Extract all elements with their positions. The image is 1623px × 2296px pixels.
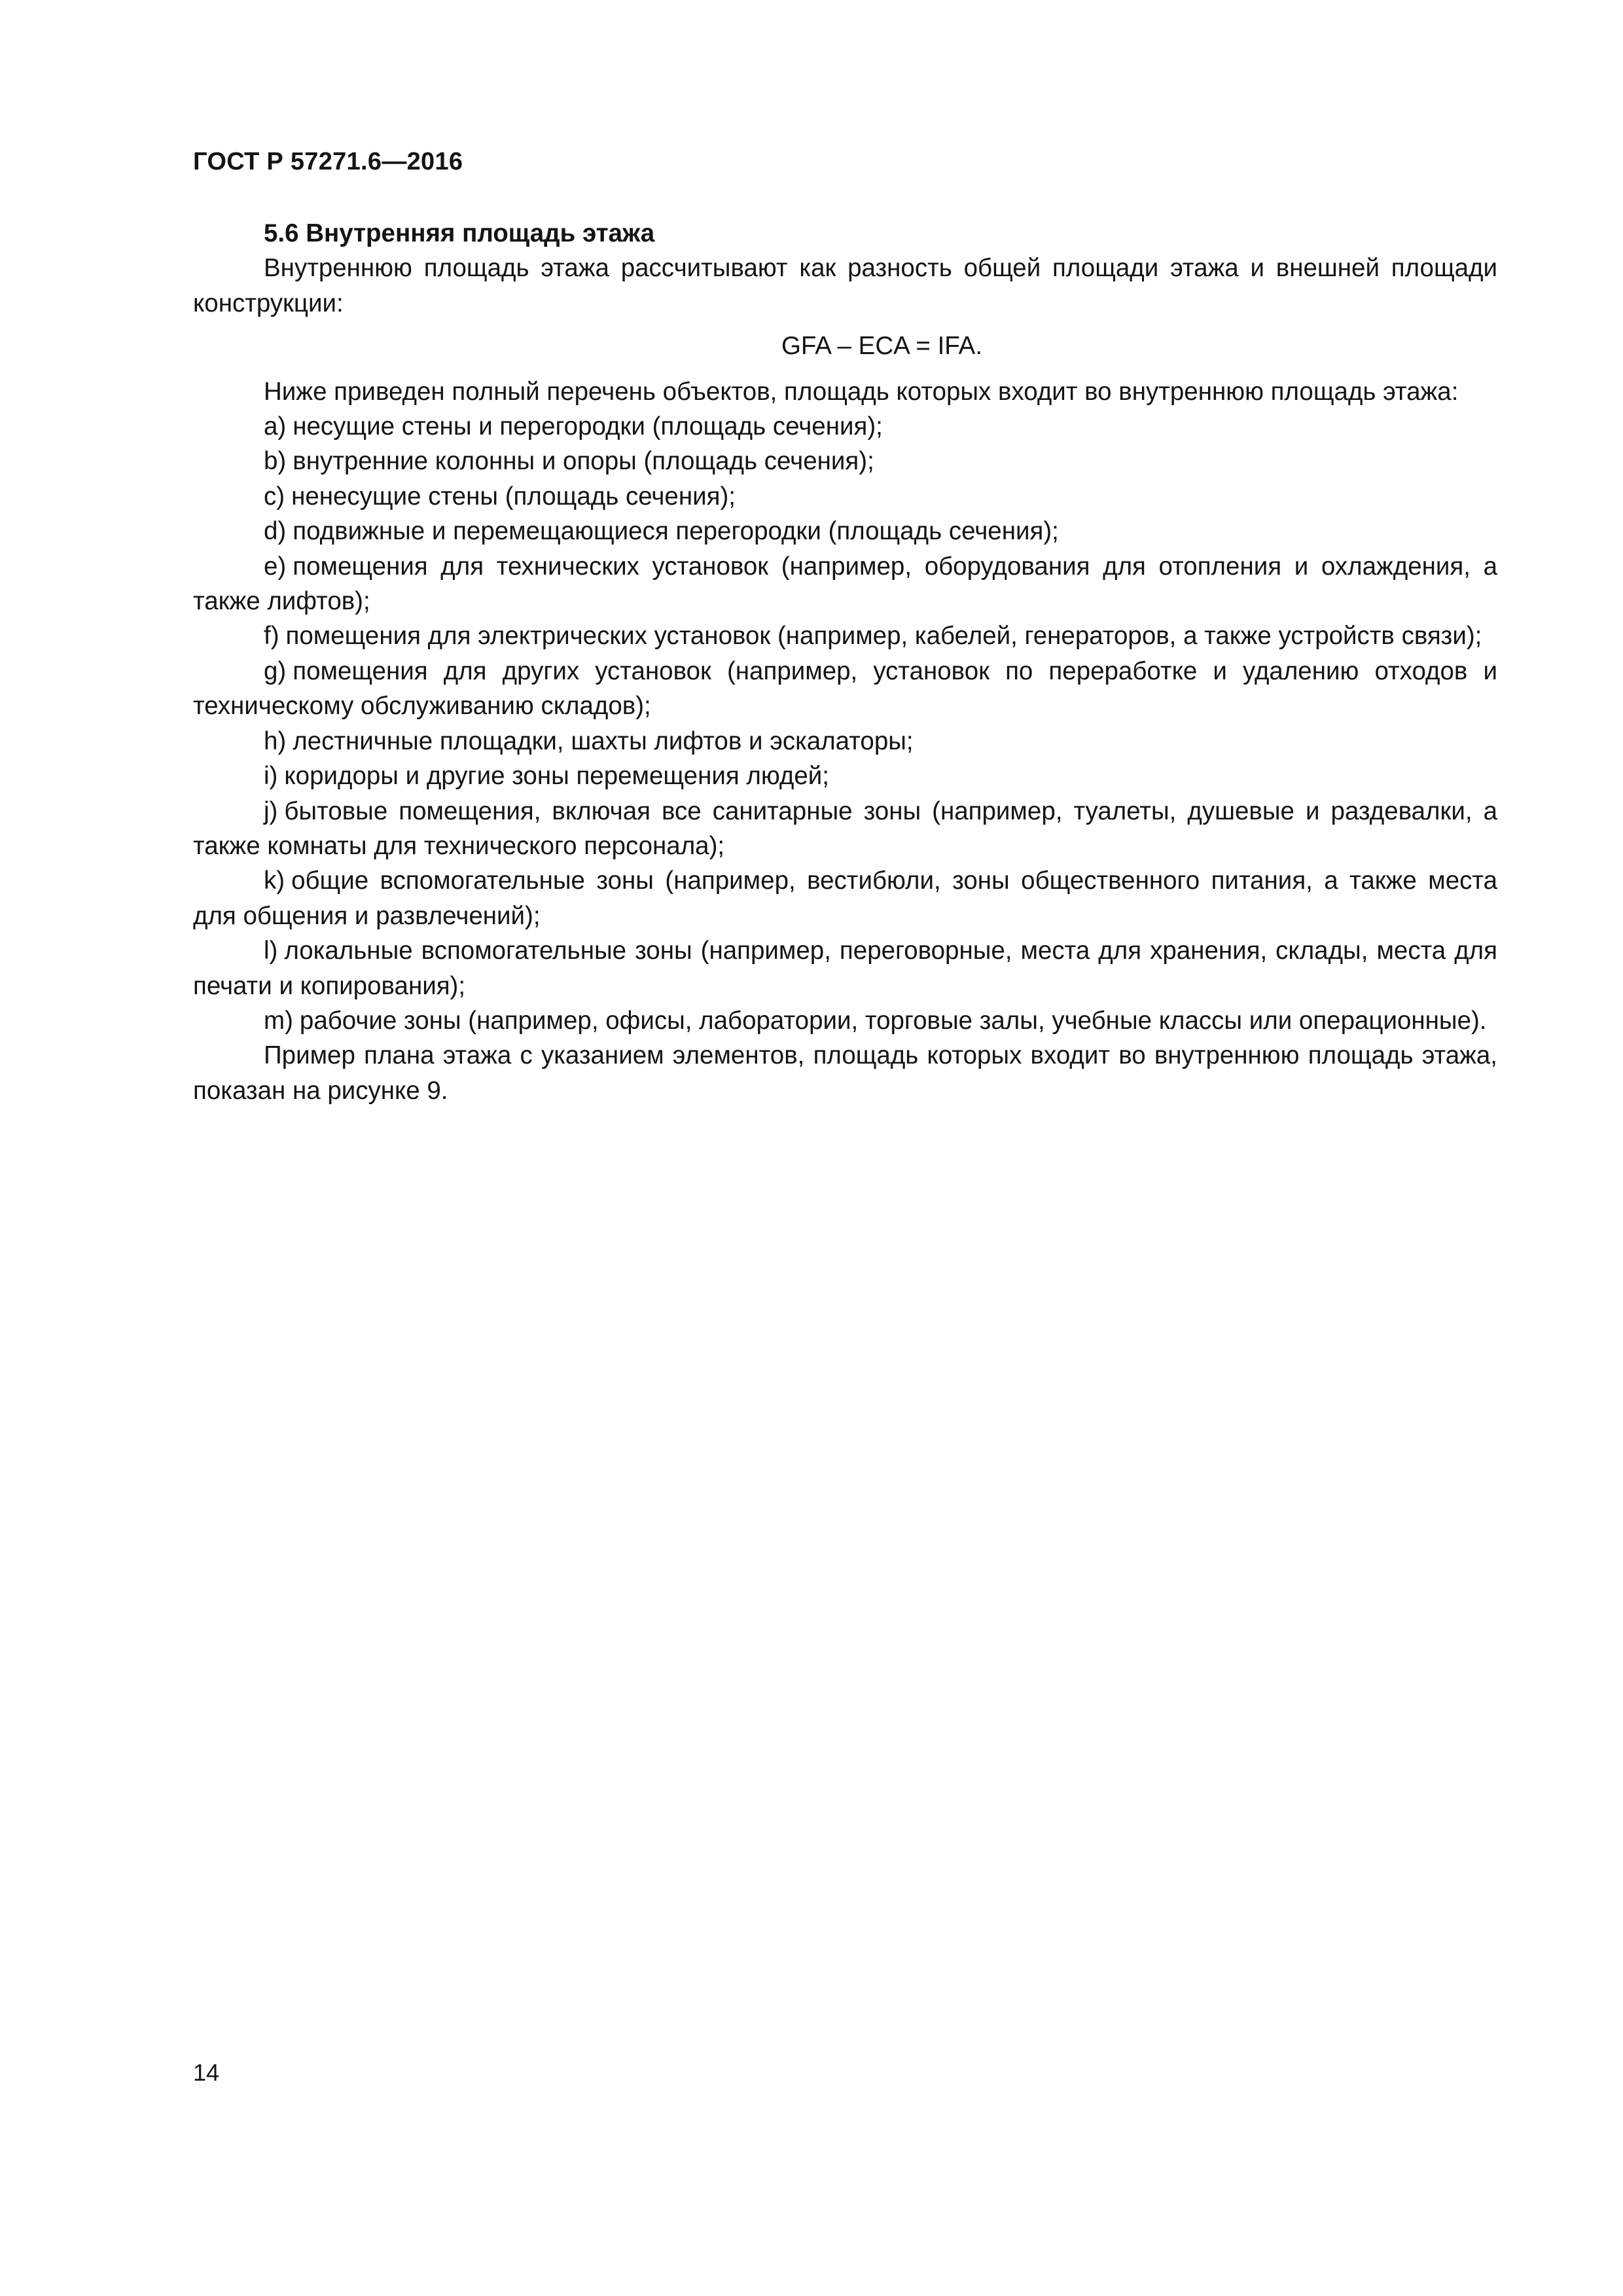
list-item (193, 759, 1497, 793)
list-item (193, 619, 1497, 653)
section-intro-paragraph: Внутреннюю площадь этажа рассчитывают как разность общей площади этажа и внешней площади конструкции: (193, 254, 1497, 317)
list-item (193, 514, 1497, 548)
list-item-text: помещения для технических установок (например, оборудования для отопления и охлаждения, а также лифтов); (193, 552, 1497, 616)
list-item-text: бытовые помещения, включая все санитарные зоны (например, туалеты, душевые и раздевалки, а также комнаты для технического персонала); (193, 797, 1497, 860)
list-item-marker: c) (264, 482, 285, 511)
list-item-text: коридоры и другие зоны перемещения людей; (284, 762, 829, 791)
list-item-marker: l) (264, 937, 278, 965)
list-item-marker: a) (264, 412, 287, 441)
list-item-text: локальные вспомогательные зоны (например, переговорные, места для хранения, склады, места для печати и копирования); (193, 937, 1497, 1000)
list-item-text: подвижные и перемещающиеся перегородки (площадь сечения); (293, 517, 1059, 546)
list-item (193, 794, 1497, 864)
list-item-marker: h) (264, 726, 287, 755)
list-item (193, 1003, 1497, 1038)
list-item-marker: m) (264, 1006, 293, 1035)
list-item (193, 933, 1497, 1003)
list-item (193, 444, 1497, 478)
document-body (193, 216, 1497, 1108)
list-item (193, 654, 1497, 724)
list-item (193, 479, 1497, 514)
list-item (193, 724, 1497, 759)
list-item-text: несущие стены и перегородки (площадь сечения); (293, 412, 883, 441)
list-item-text: помещения для электрических установок (например, кабелей, генераторов, а также устройств связи); (285, 622, 1482, 651)
list-item (193, 863, 1497, 933)
list-item-text: рабочие зоны (например, офисы, лаборатории, торговые залы, учебные классы или операционные). (299, 1006, 1487, 1035)
list-item-marker: k) (264, 867, 285, 895)
list-item-text: лестничные площадки, шахты лифтов и эскалаторы; (293, 726, 914, 755)
list-item-marker: e) (264, 552, 287, 581)
list-item-marker: i) (264, 762, 278, 791)
list-item-marker: d) (264, 517, 287, 546)
list-item-marker: b) (264, 447, 287, 476)
list-item (193, 549, 1497, 619)
objects-list (193, 409, 1497, 1038)
formula: GFA – ECA = IFA. (781, 332, 983, 361)
list-item-marker: f) (264, 622, 279, 651)
list-item-text: помещения для других установок (например, установок по переработке и удалению отходов и техническому обслуживанию складов); (193, 656, 1497, 721)
document-header: ГОСТ Р 57271.6—2016 (193, 148, 463, 175)
section-title: 5.6 Внутренняя площадь этажа (264, 219, 655, 247)
list-item-text: ненесущие стены (площадь сечения); (291, 482, 736, 511)
closing-paragraph: Пример плана этажа с указанием элементов, площадь которых входит во внутреннюю площадь этажа, показан на рисунке 9. (193, 1041, 1497, 1105)
list-item-marker: g) (264, 656, 287, 685)
list-item (193, 409, 1497, 444)
list-intro-paragraph: Ниже приведен полный перечень объектов, площадь которых входит во внутреннюю площадь этажа: (264, 377, 1459, 406)
page-number: 14 (193, 2059, 220, 2086)
list-item-marker: j) (264, 797, 278, 825)
list-item-text: общие вспомогательные зоны (например, вестибюли, зоны общественного питания, а также места для общения и развлечений); (193, 867, 1497, 930)
list-item-text: внутренние колонны и опоры (площадь сечения); (293, 447, 874, 476)
